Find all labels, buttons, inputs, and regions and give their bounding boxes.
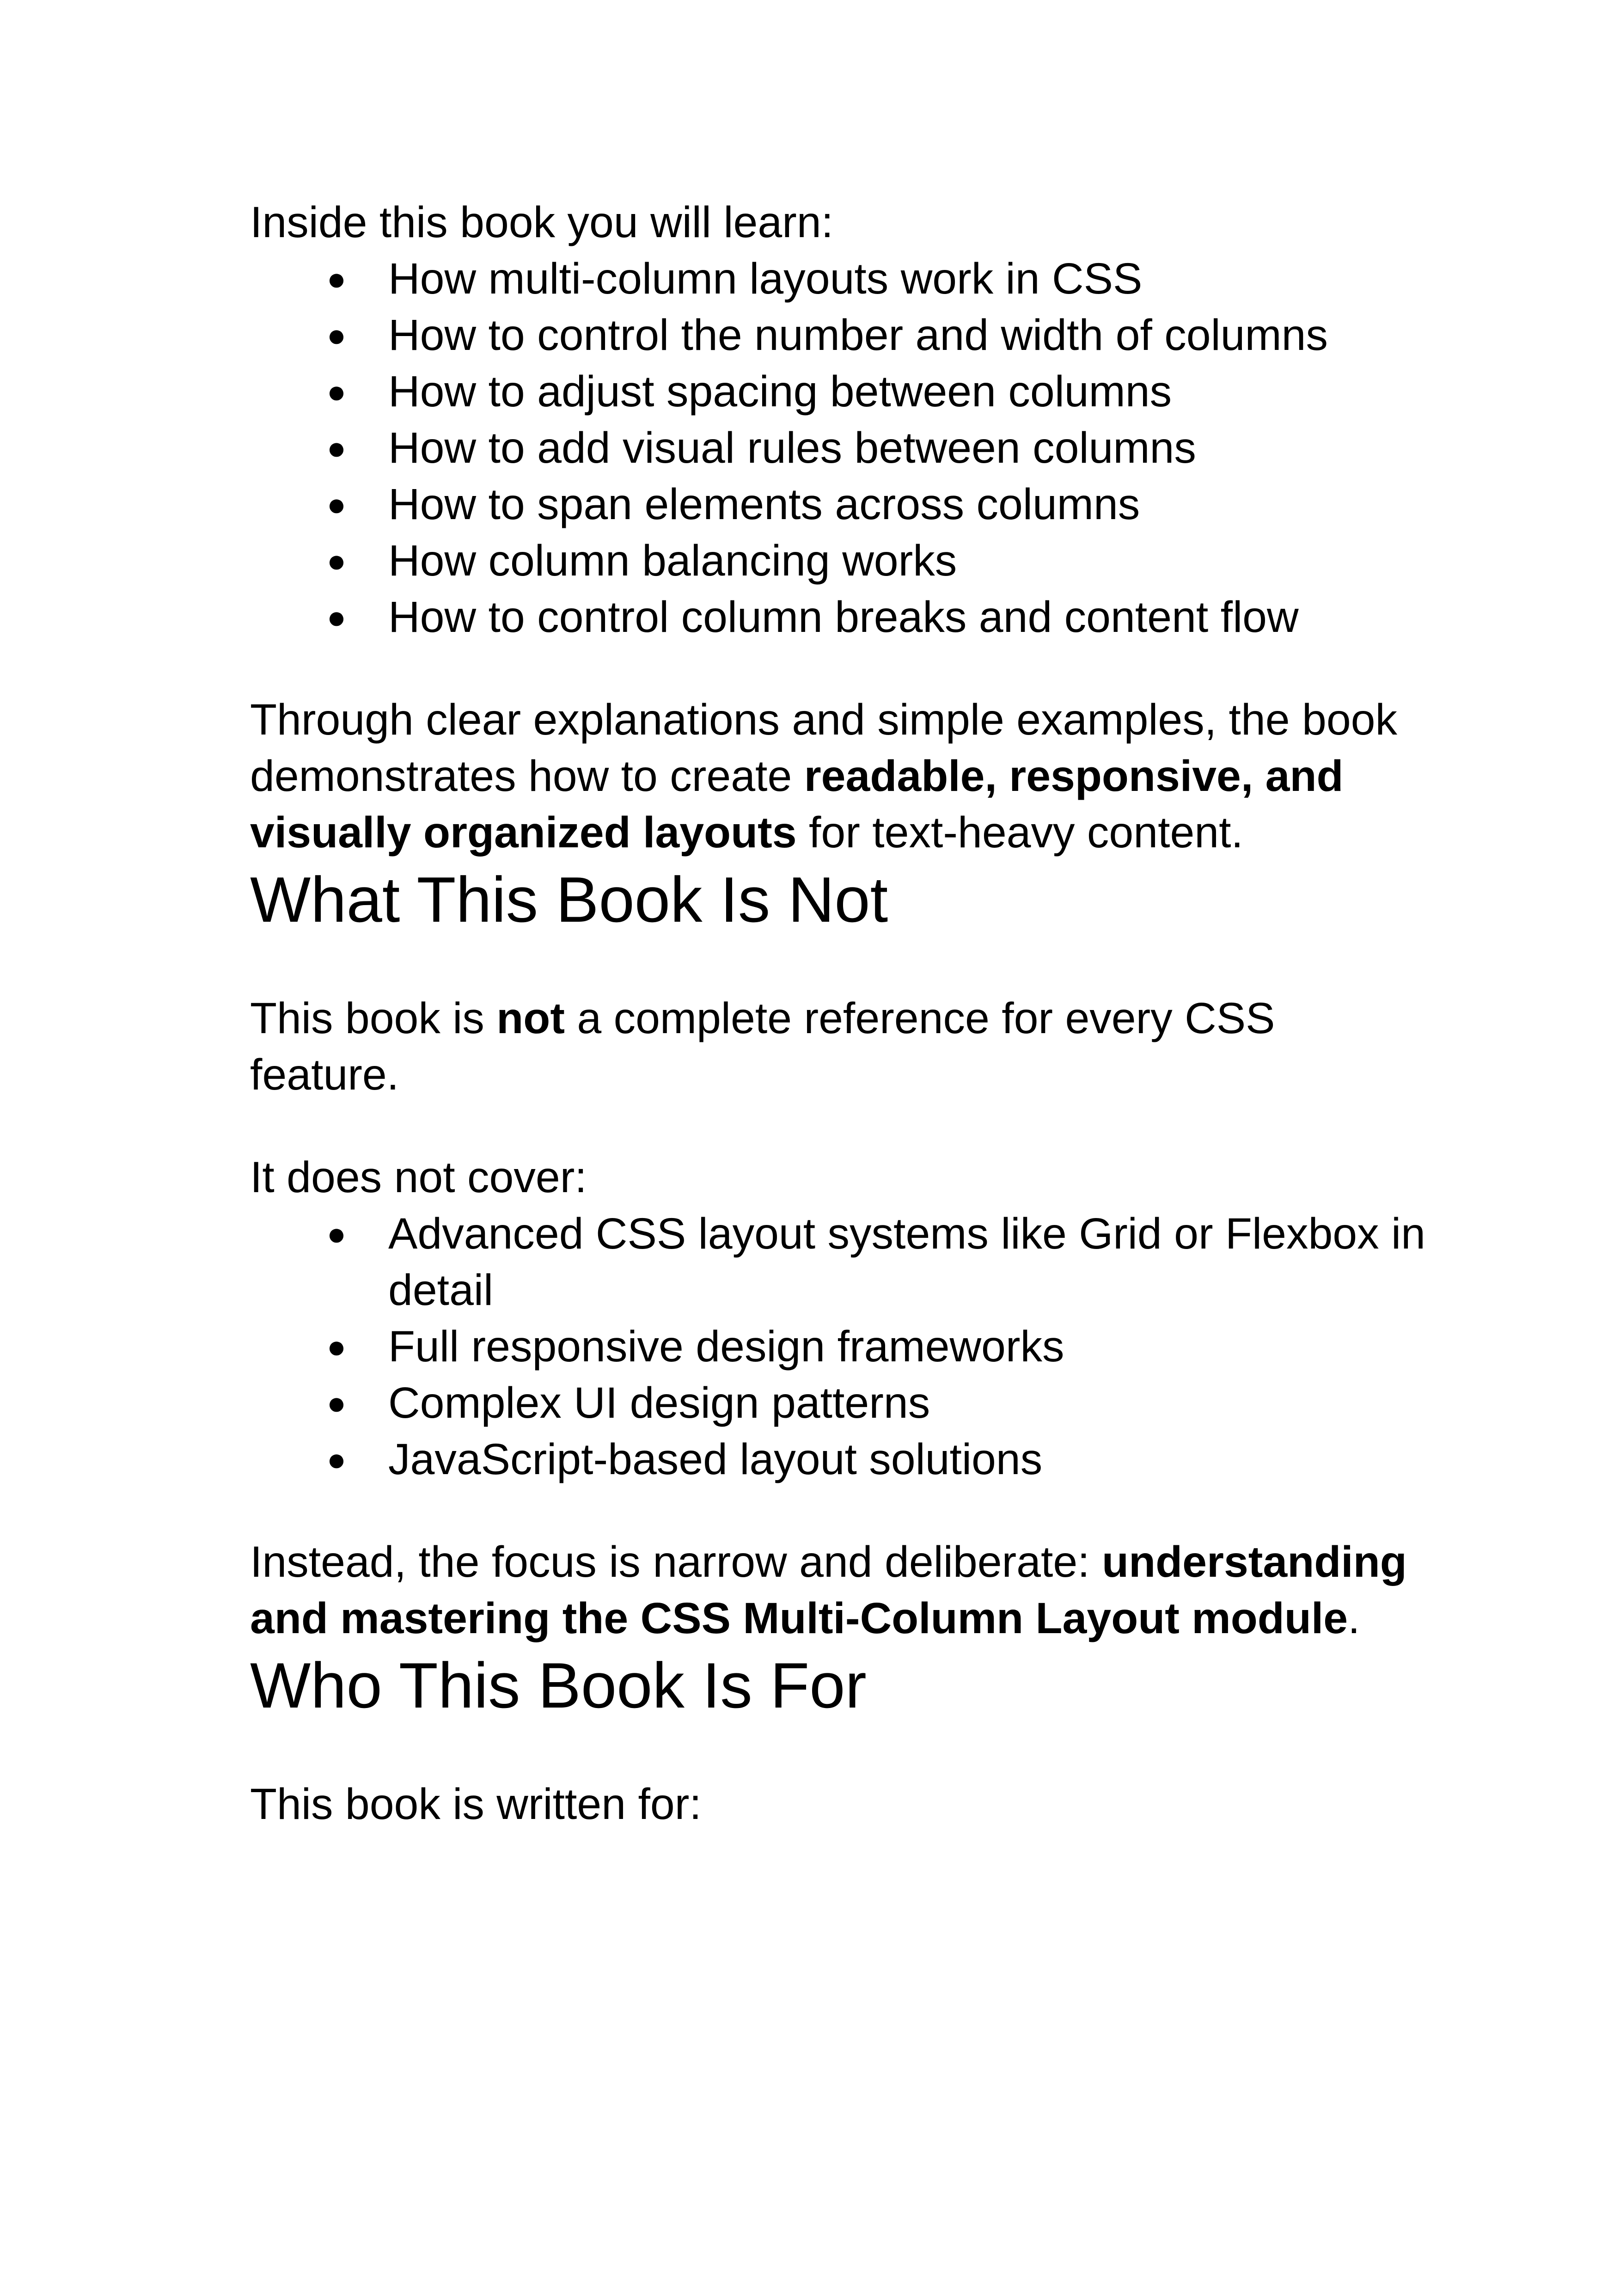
who-for-intro: This book is written for: xyxy=(250,1780,702,1829)
list-item xyxy=(250,307,1433,363)
bullet-icon: ● xyxy=(326,261,347,297)
list-item xyxy=(250,251,1433,307)
summary-bold-text: readable, responsive, and visually organized layouts xyxy=(250,752,1344,857)
bullet-icon: ● xyxy=(326,317,347,353)
list-item-text: How multi-column layouts work in CSS xyxy=(388,254,1143,303)
bullet-icon: ● xyxy=(326,373,347,410)
list-item-text: How to span elements across columns xyxy=(388,480,1140,529)
list-item-text: JavaScript-based layout solutions xyxy=(388,1435,1043,1484)
summary-text-start: Through clear explanations and simple examples, the book demonstrates how to create xyxy=(250,695,1398,801)
list-item-text: Full responsive design frameworks xyxy=(388,1322,1064,1371)
not-statement-bold: not xyxy=(496,994,565,1043)
list-item xyxy=(250,363,1433,420)
focus-bold-text: understanding and mastering the CSS Multi-Column Layout module xyxy=(250,1537,1407,1643)
summary-paragraph xyxy=(250,692,1433,861)
not-statement-start: This book is xyxy=(250,994,497,1043)
list-item-text: How to control the number and width of columns xyxy=(388,311,1328,360)
bullet-icon: ● xyxy=(326,1385,347,1421)
summary-text-end: for text-heavy content. xyxy=(796,808,1243,857)
learn-intro-text: Inside this book you will learn: xyxy=(250,198,834,247)
list-item-text: How to add visual rules between columns xyxy=(388,423,1196,472)
document-page xyxy=(250,194,1433,1832)
bullet-icon: ● xyxy=(326,1329,347,1365)
list-item xyxy=(250,1375,1433,1431)
list-item xyxy=(250,476,1433,533)
heading-what-not: What This Book Is Not xyxy=(250,864,888,936)
list-item xyxy=(250,533,1433,589)
bullet-icon: ● xyxy=(326,543,347,579)
focus-paragraph xyxy=(250,1534,1433,1647)
not-statement-end: a complete reference for every CSS feature. xyxy=(250,994,1275,1099)
list-item-text: Advanced CSS layout systems like Grid or Flexbox in detail xyxy=(388,1209,1425,1315)
list-item xyxy=(250,1206,1433,1318)
list-item xyxy=(250,1318,1433,1375)
not-cover-list xyxy=(250,1206,1433,1488)
not-cover-intro: It does not cover: xyxy=(250,1153,587,1202)
bullet-icon: ● xyxy=(326,1216,347,1252)
focus-text-end: . xyxy=(1348,1594,1360,1643)
bullet-icon: ● xyxy=(326,430,347,466)
list-item xyxy=(250,589,1433,645)
learn-list xyxy=(250,251,1433,645)
heading-who-for: Who This Book Is For xyxy=(250,1650,867,1721)
list-item-text: Complex UI design patterns xyxy=(388,1378,930,1427)
focus-text-start: Instead, the focus is narrow and deliberate: xyxy=(250,1537,1102,1586)
list-item-text: How column balancing works xyxy=(388,536,957,585)
list-item-text: How to control column breaks and content flow xyxy=(388,593,1299,642)
list-item-text: How to adjust spacing between columns xyxy=(388,367,1172,416)
bullet-icon: ● xyxy=(326,599,347,635)
list-item xyxy=(250,420,1433,476)
not-statement-paragraph xyxy=(250,990,1433,1103)
bullet-icon: ● xyxy=(326,486,347,522)
list-item xyxy=(250,1431,1433,1488)
bullet-icon: ● xyxy=(326,1441,347,1477)
